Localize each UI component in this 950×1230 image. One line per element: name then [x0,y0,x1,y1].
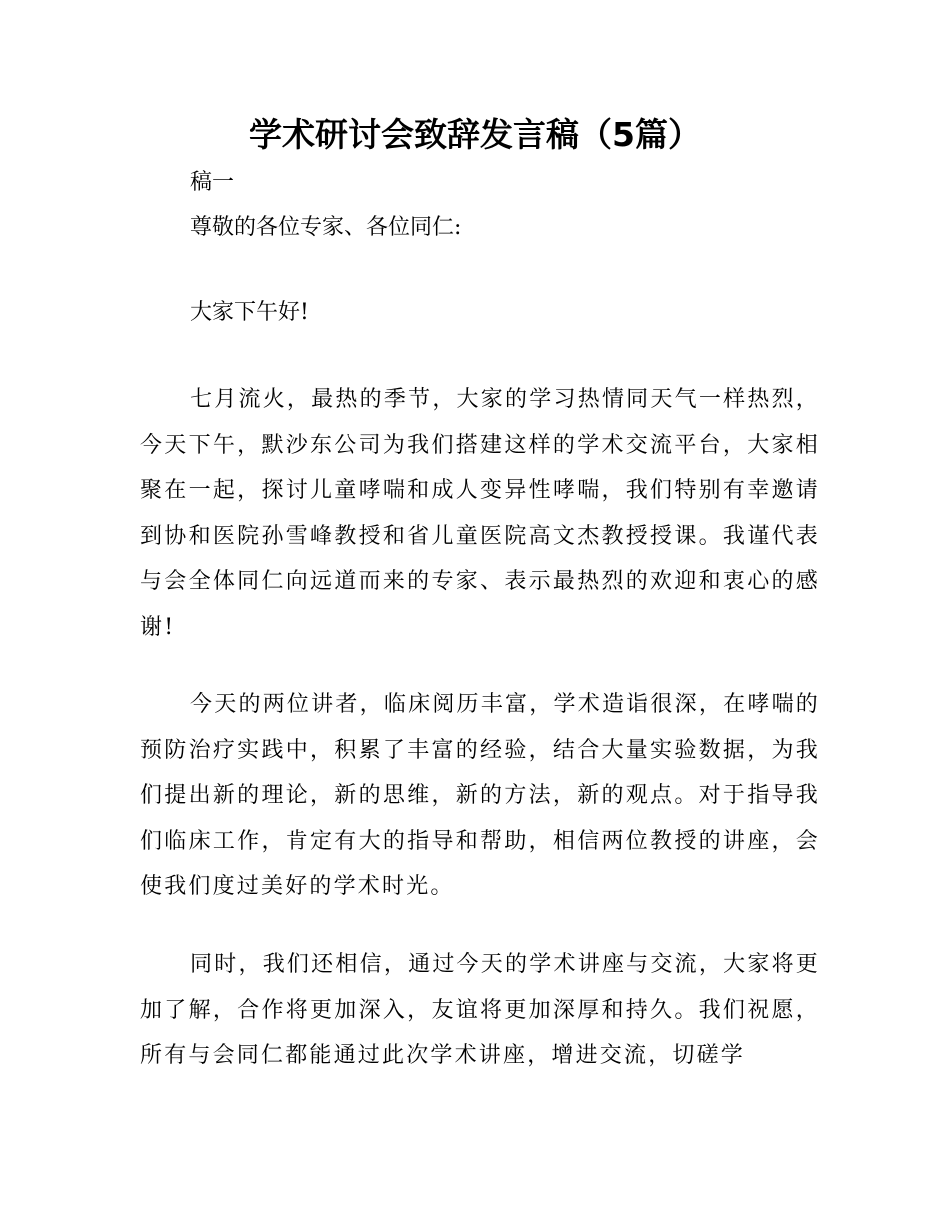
paragraph-1: 七月流火，最热的季节，大家的学习热情同天气一样热烈，今天下午，默沙东公司为我们搭建这样的学术交流平台，大家相聚在一起，探讨儿童哮喘和成人变异性哮喘，我们特别有幸邀请到协和医院孙雪峰教授和省儿童医院高文杰教授授课。我谨代表与会全体同仁向远道而来的专家、表示最热烈的欢迎和衷心的感谢! [140,387,820,640]
document-title: 学术研讨会致辞发言稿（5篇） [249,115,701,154]
section-label: 稿一 [190,170,235,195]
paragraph-2: 今天的两位讲者，临床阅历丰富，学术造诣很深，在哮喘的预防治疗实践中，积累了丰富的经验，结合大量实验数据，为我们提出新的理论，新的思维，新的方法，新的观点。对于指导我们临床工作，肯定有大的指导和帮助，相信两位教授的讲座，会使我们度过美好的学术时光。 [140,692,820,899]
paragraph-3: 同时，我们还相信，通过今天的学术讲座与交流，大家将更加了解，合作将更加深入，友谊将更加深厚和持久。我们祝愿，所有与会同仁都能通过此次学术讲座，增进交流，切磋学 [140,952,820,1068]
salutation: 尊敬的各位专家、各位同仁: [190,215,462,240]
greeting: 大家下午好! [190,300,309,325]
